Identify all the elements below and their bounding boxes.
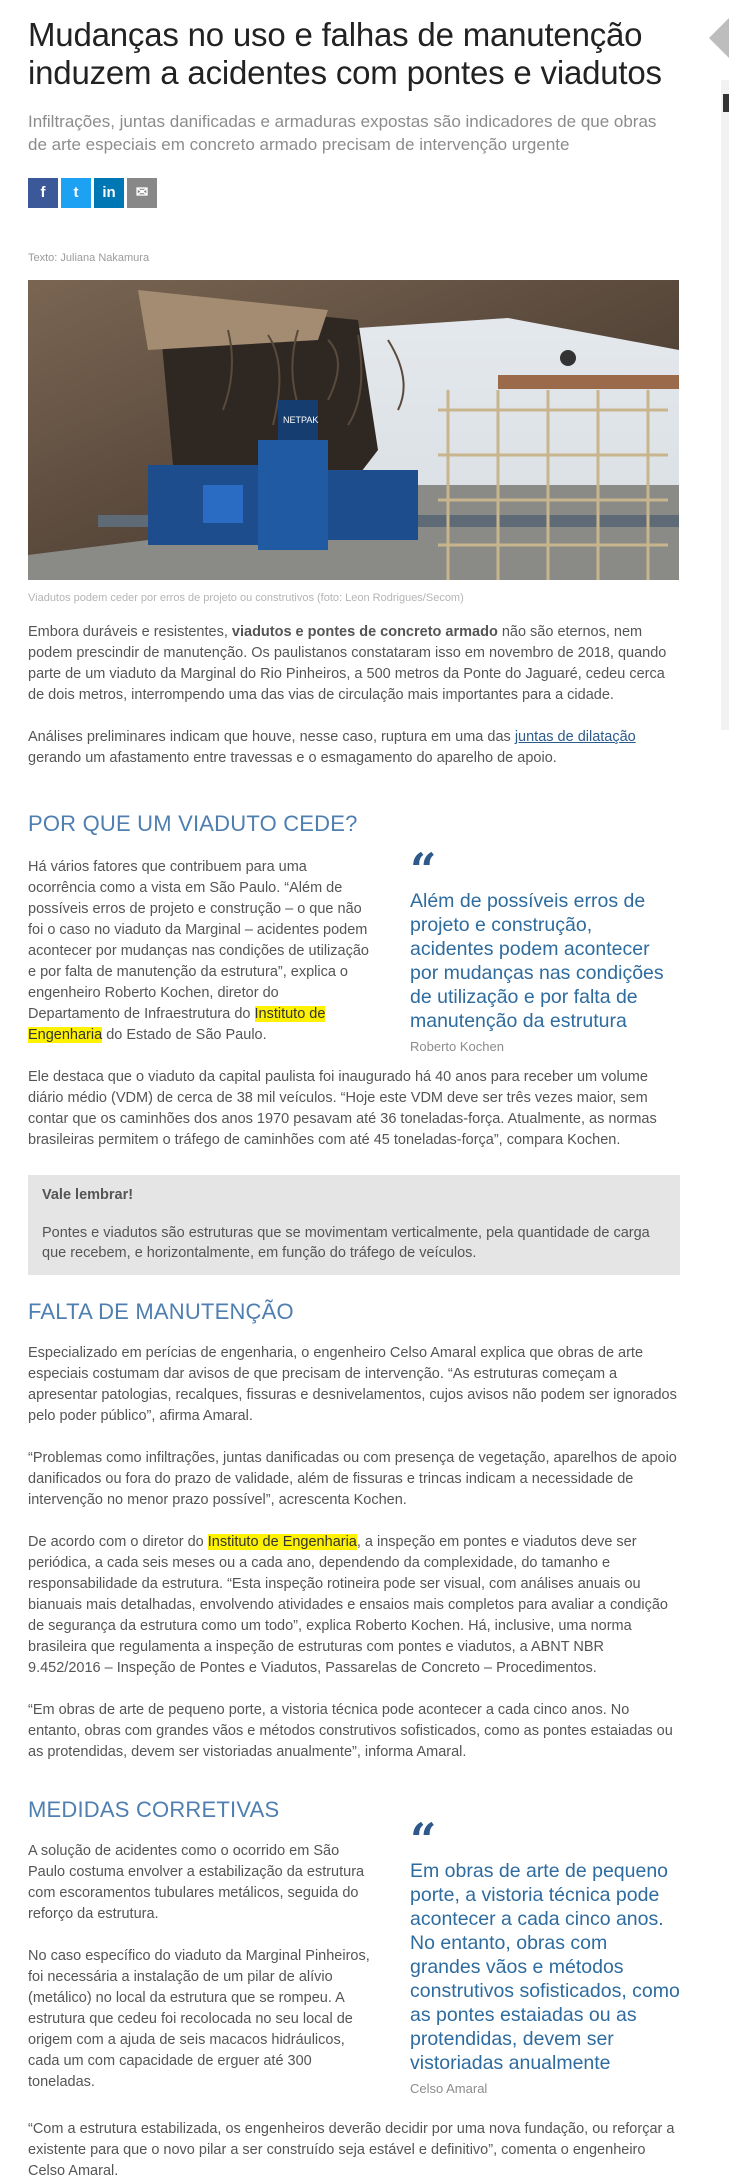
reminder-box (28, 1175, 680, 1275)
quote-mark-icon: “ (410, 1813, 437, 1867)
highlight-institute: Instituto de Engenharia (207, 1534, 357, 1550)
section1-paragraph-1 (28, 857, 374, 1046)
section1-body (28, 843, 680, 1151)
side-scroll-thumb[interactable] (723, 94, 729, 112)
expansion-joints-link[interactable]: juntas de dilatação (514, 729, 636, 745)
article-title: Mudanças no uso e falhas de manutenção induzem a acidentes com pontes e viadutos (28, 16, 662, 91)
pull-quote-author: Celso Amaral (410, 2081, 488, 2096)
email-share-icon[interactable]: ✉ (127, 178, 157, 208)
section3-paragraph-3: “Com a estrutura estabilizada, os engenheiros deverão decidir por uma nova fundação, ou reforçar a existente para que o novo pilar a ser construído seja estável e definitivo”, comenta o engenheiro Celso Amaral. (28, 2121, 675, 2179)
intro-text: Análises preliminares indicam que houve, nesse caso, ruptura em uma das (28, 729, 515, 745)
section3-paragraph-2: No caso específico do viaduto da Marginal Pinheiros, foi necessária a instalação de um pilar de alívio (metálico) no local da estrutura que se rompeu. A estrutura que cedeu foi recolocada no seu local de origem com a ajuda de seis macacos hidráulicos, cada um com capacidade de erguer até 300 toneladas. (28, 1948, 370, 2090)
section2-paragraph-4: “Em obras de arte de pequeno porte, a vistoria técnica pode acontecer a cada cinco anos. No entanto, obras com grandes vãos e métodos construtivos sofisticados, como as pontes estaiadas ou as protendidas, devem ser vistoriadas anualmente”, informa Amaral. (28, 1702, 673, 1760)
article-subtitle: Infiltrações, juntas danificadas e armaduras expostas são indicadores de que obras de arte especiais em concreto armado precisam de intervenção urgente (28, 112, 657, 154)
intro-text: gerando um afastamento entre travessas e o esmagamento do aparelho de apoio. (28, 750, 557, 766)
intro-paragraph-1 (28, 622, 680, 706)
section1-paragraph-2: Ele destaca que o viaduto da capital paulista foi inaugurado há 40 anos para receber um volume diário médio (VDM) de cerca de 38 mil veículos. “Hoje este VDM deve ser três vezes maior, sem contar que os caminhões dos anos 1970 pesavam até 36 toneladas-força. Atualmente, as normas brasileiras permitem o tráfego de caminhões com até 45 toneladas-força”, compara Kochen. (28, 1069, 657, 1148)
section3-paragraph-1: A solução de acidentes como o ocorrido em São Paulo costuma envolver a estabilização da estrutura com escoramentos tubulares metálicos, seguida do reforço da estrutura. (28, 1843, 365, 1922)
intro-paragraph-2 (28, 727, 680, 769)
pull-quote-text: Em obras de arte de pequeno porte, a vistoria técnica pode acontecer a cada cinco anos. No entanto, obras com grandes vãos e métodos construtivos sofisticados, como as pontes estaiadas ou as protendidas, devem ser vistoriadas anualmente (410, 1860, 680, 2074)
jack-label: NETPAK (283, 415, 319, 425)
viaduct-photo (28, 280, 679, 580)
author-credit: Texto: Juliana Nakamura (28, 252, 150, 264)
reminder-body: Pontes e viadutos são estruturas que se movimentam verticalmente, pela quantidade de carga que recebem, e horizontalmente, em função do tráfego de veículos. (42, 1225, 650, 1261)
twitter-share-icon[interactable]: t (61, 178, 91, 208)
pull-quote-author: Roberto Kochen (410, 1039, 504, 1054)
pull-quote-kochen (410, 843, 680, 1054)
reminder-title: Vale lembrar! (42, 1187, 134, 1203)
side-tab-arrow[interactable] (709, 18, 729, 58)
pull-quote-amaral (410, 1813, 680, 2096)
article (28, 0, 680, 2182)
photo-caption: Viadutos podem ceder por erros de projeto ou construtivos (foto: Leon Rodrigues/Secom) (28, 592, 464, 604)
section3-body (28, 1797, 680, 2182)
pull-quote-text: Além de possíveis erros de projeto e construção, acidentes podem acontecer por mudanças nas condições de utilização e por falta de manutenção da estrutura (410, 890, 664, 1032)
section2-paragraph-2: “Problemas como infiltrações, juntas danificadas ou com presença de vegetação, aparelhos de apoio danificados ou fora do prazo de validade, além de fissuras e trincas indicam a necessidade de intervenção no menor prazo possível”, acrescenta Kochen. (28, 1450, 677, 1508)
section2-paragraph-3 (28, 1532, 680, 1679)
section-text: , a inspeção em pontes e viadutos deve ser periódica, a cada seis meses ou a cada ano, dependendo da complexidade, do tamanho e responsabilidade da estrutura. “Esta inspeção rotineira pode ser visual, com análises anuais ou bianuais mais detalhadas, envolvendo atividades e ensaios mais completos para avaliar a condição de segurança da estrutura como um todo”, explica Roberto Kochen. Há, inclusive, uma norma brasileira que regulamenta a inspeção de estruturas com pontes e viadutos, a ABNT NBR 9.452/2016 – Inspeção de Pontes e Viadutos, Passarelas de Concreto – Procedimentos. (28, 1534, 668, 1676)
side-scroll-track[interactable] (721, 80, 729, 730)
section-heading-corrective: MEDIDAS CORRETIVAS (28, 1797, 280, 1822)
intro-text: Embora duráveis e resistentes, (28, 624, 232, 640)
section-text: Há vários fatores que contribuem para uma ocorrência como a vista em São Paulo. “Além de possíveis erros de projeto e construção – o que não foi o caso no viaduto da Marginal – acidentes podem acontecer por mudanças nas condições de utilização e por falta de manutenção da estrutura”, explica o engenheiro Roberto Kochen, diretor do Departamento de Infraestrutura do (28, 859, 369, 1022)
section-text: do Estado de São Paulo. (102, 1027, 267, 1043)
share-bar (28, 178, 680, 210)
facebook-share-icon[interactable]: f (28, 178, 58, 208)
section2-paragraph-1: Especializado em perícias de engenharia, o engenheiro Celso Amaral explica que obras de arte especiais costumam dar avisos de que precisam de intervenção. “As estruturas começam a apresentar patologias, recalques, fissuras e desnivelamentos, cujos avisos não podem ser ignorados pelo poder público”, afirma Amaral. (28, 1345, 677, 1424)
section-text: De acordo com o diretor do (28, 1534, 208, 1550)
highlight-institute: Instituto de Engenharia (28, 1006, 326, 1043)
linkedin-share-icon[interactable]: in (94, 178, 124, 208)
section-heading-maintenance: FALTA DE MANUTENÇÃO (28, 1299, 294, 1324)
intro-text: não são eternos, nem podem prescindir de manutenção. Os paulistanos constataram isso em novembro de 2018, quando parte de um viaduto da Marginal do Rio Pinheiros, a 500 metros da Ponte do Jaguaré, cedeu cerca de dois metros, interrompendo uma das vias de circulação mais importantes para a cidade. (28, 624, 667, 703)
section-heading-why: POR QUE UM VIADUTO CEDE? (28, 811, 358, 836)
intro-bold: viadutos e pontes de concreto armado (231, 624, 498, 640)
quote-mark-icon: “ (410, 843, 437, 897)
